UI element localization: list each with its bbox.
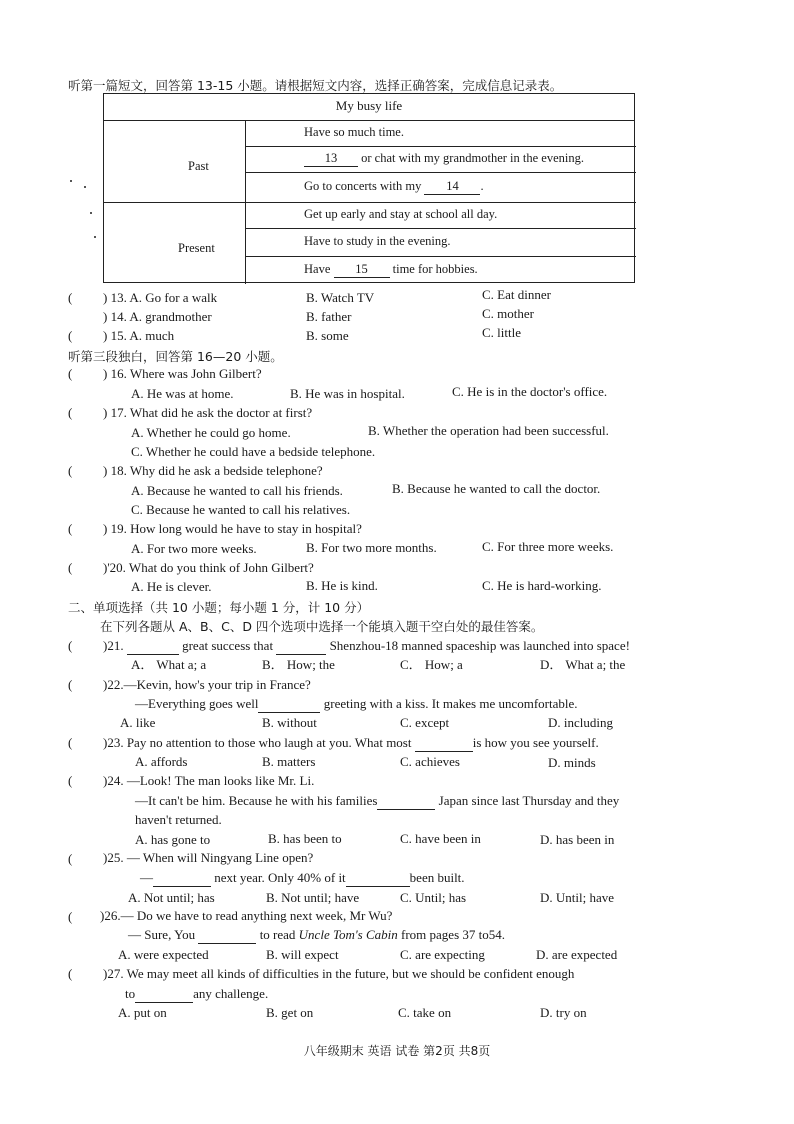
table-row-1: Have so much time.	[304, 125, 404, 139]
paren-20: (	[68, 560, 73, 575]
q13-option-c: C. Eat dinner	[482, 287, 551, 302]
q21-option-a: A． What a; a	[131, 657, 207, 672]
q15-option-c: C. little	[482, 325, 521, 340]
q23-option-b: B. matters	[262, 754, 316, 769]
q22-option-a: A. like	[120, 715, 156, 730]
q14-option-a: ) 14. A. grandmother	[103, 309, 212, 324]
paren-15: (	[68, 328, 73, 343]
info-record-table	[103, 93, 635, 283]
paren-22: (	[68, 677, 73, 692]
q26-option-c: C. are expecting	[400, 947, 485, 962]
q27-option-b: B. get on	[266, 1005, 314, 1020]
q15-option-b: B. some	[306, 328, 349, 343]
q18-stem: ) 18. Why did he ask a bedside telephone?	[103, 463, 323, 478]
q19-stem: ) 19. How long would he have to stay in hospital?	[103, 521, 362, 536]
q25-option-d: D. Until; have	[540, 890, 615, 905]
paren-27: (	[68, 966, 73, 981]
q27-option-c: C. take on	[398, 1005, 452, 1020]
paren-16: (	[68, 366, 73, 381]
q13-option-b: B. Watch TV	[306, 290, 375, 305]
q27-option-a: A. put on	[118, 1005, 167, 1020]
paren-26: (	[68, 909, 73, 924]
q22-line2: —Everything goes well greeting with a kiss. It makes me uncomfortable.	[135, 696, 578, 711]
q23-option-d: D. minds	[548, 755, 596, 770]
q25-stem: )25. — When will Ningyang Line open?	[103, 850, 314, 865]
q21-option-d: D． What a; the	[540, 657, 626, 672]
paren-23: (	[68, 735, 73, 750]
paren-19: (	[68, 521, 73, 536]
q17-option-a: A. Whether he could go home.	[131, 425, 291, 440]
q25-option-a: A. Not until; has	[128, 890, 215, 905]
part2-heading: 二、单项选择（共 10 小题；每小题 1 分，计 10 分）	[68, 600, 370, 615]
q27-option-d: D. try on	[540, 1005, 587, 1020]
q18-option-b: B. Because he wanted to call the doctor.	[392, 481, 601, 496]
page-footer: 八年级期末 英语 试卷 第2页 共8页	[303, 1044, 491, 1058]
table-title: My busy life	[104, 94, 634, 121]
q24-stem: )24. —Look! The man looks like Mr. Li.	[103, 773, 315, 788]
q14-option-c: C. mother	[482, 306, 534, 321]
blank-13: 13	[304, 150, 358, 167]
table-row-3: Go to concerts with my 14 .	[304, 179, 484, 193]
paren-13: (	[68, 290, 73, 305]
section1-instruction: 听第一篇短文，回答第 13-15 小题。请根据短文内容，选择正确答案，完成信息记录表。	[68, 78, 563, 93]
blank	[276, 638, 326, 655]
table-row-2: 13 or chat with my grandmother in the evening.	[304, 150, 584, 167]
q25-line2: — next year. Only 40% of it been built.	[140, 870, 465, 885]
section3-instruction: 听第三段独白，回答第 16—20 小题。	[68, 349, 283, 364]
q26-stem: )26.— Do we have to read anything next week, Mr Wu?	[100, 908, 393, 923]
q22-stem: )22.—Kevin, how's your trip in France?	[103, 677, 311, 692]
q27-stem: )27. We may meet all kinds of difficulties in the future, but we should be confident enough	[103, 966, 575, 981]
table-row-6: Have 15 time for hobbies.	[304, 262, 478, 276]
paren-18: (	[68, 463, 73, 478]
q20-stem: )'20. What do you think of John Gilbert?	[103, 560, 314, 575]
table-row-4: Get up early and stay at school all day.	[304, 207, 498, 221]
q27-line2: to any challenge.	[125, 986, 269, 1001]
q24-option-d: D. has been in	[540, 832, 615, 847]
q24-option-b: B. has been to	[268, 831, 342, 846]
q13-option-a: ) 13. A. Go for a walk	[103, 290, 218, 305]
paren-17: (	[68, 405, 73, 420]
q21-option-c: C． How; a	[400, 657, 463, 672]
paren-21: (	[68, 638, 73, 653]
q17-option-b: B. Whether the operation had been successful.	[368, 423, 609, 438]
part2-instruction: 在下列各题从 A、B、C、D 四个选项中选择一个能填入题干空白处的最佳答案。	[100, 619, 544, 634]
q23-option-a: A. affords	[135, 754, 188, 769]
q23-option-c: C. achieves	[400, 754, 460, 769]
q24-option-c: C. have been in	[400, 831, 481, 846]
q26-option-d: D. are expected	[536, 947, 618, 962]
q26-line2: — Sure, You to read Uncle Tom's Cabin from pages 37 to54.	[128, 927, 505, 942]
q18-option-a: A. Because he wanted to call his friends.	[131, 483, 343, 498]
q15-option-a: ) 15. A. much	[103, 328, 175, 343]
q16-option-b: B. He was in hospital.	[290, 386, 405, 401]
past-label: Past	[188, 159, 209, 173]
q25-option-c: C. Until; has	[400, 890, 467, 905]
q19-option-b: B. For two more months.	[306, 540, 437, 555]
q18-option-c: C. Because he wanted to call his relatives.	[131, 502, 351, 517]
q21-stem: )21. great success that Shenzhou-18 manned spaceship was launched into space!	[103, 638, 630, 653]
q25-option-b: B. Not until; have	[266, 890, 360, 905]
q24-option-a: A. has gone to	[135, 832, 211, 847]
q17-option-c: C. Whether he could have a bedside telephone.	[131, 444, 376, 459]
present-label: Present	[178, 241, 215, 255]
q24-line2: —It can't be him. Because he with his families Japan since last Thursday and they	[135, 793, 620, 808]
blank	[127, 638, 179, 655]
q20-option-c: C. He is hard-working.	[482, 578, 602, 593]
table-row-5: Have to study in the evening.	[304, 234, 451, 248]
q17-stem: ) 17. What did he ask the doctor at first?	[103, 405, 313, 420]
q20-option-a: A. He is clever.	[131, 579, 212, 594]
q26-option-a: A. were expected	[118, 947, 209, 962]
q16-stem: ) 16. Where was John Gilbert?	[103, 366, 262, 381]
paren-25: (	[68, 851, 73, 866]
q24-line3: haven't returned.	[135, 812, 222, 827]
blank-15: 15	[334, 261, 390, 278]
q23-stem: )23. Pay no attention to those who laugh at you. What most is how you see yourself.	[103, 735, 599, 750]
paren-24: (	[68, 773, 73, 788]
q14-option-b: B. father	[306, 309, 352, 324]
q26-option-b: B. will expect	[266, 947, 339, 962]
q16-option-a: A. He was at home.	[131, 386, 234, 401]
q20-option-b: B. He is kind.	[306, 578, 378, 593]
q22-option-d: D. including	[548, 715, 613, 730]
blank-14: 14	[424, 178, 480, 195]
q19-option-a: A. For two more weeks.	[131, 541, 257, 556]
q22-option-c: C. except	[400, 715, 450, 730]
q21-option-b: B． How; the	[262, 657, 335, 672]
q19-option-c: C. For three more weeks.	[482, 539, 614, 554]
q16-option-c: C. He is in the doctor's office.	[452, 384, 608, 399]
book-title: Uncle Tom's Cabin	[298, 927, 398, 942]
q22-option-b: B. without	[262, 715, 317, 730]
